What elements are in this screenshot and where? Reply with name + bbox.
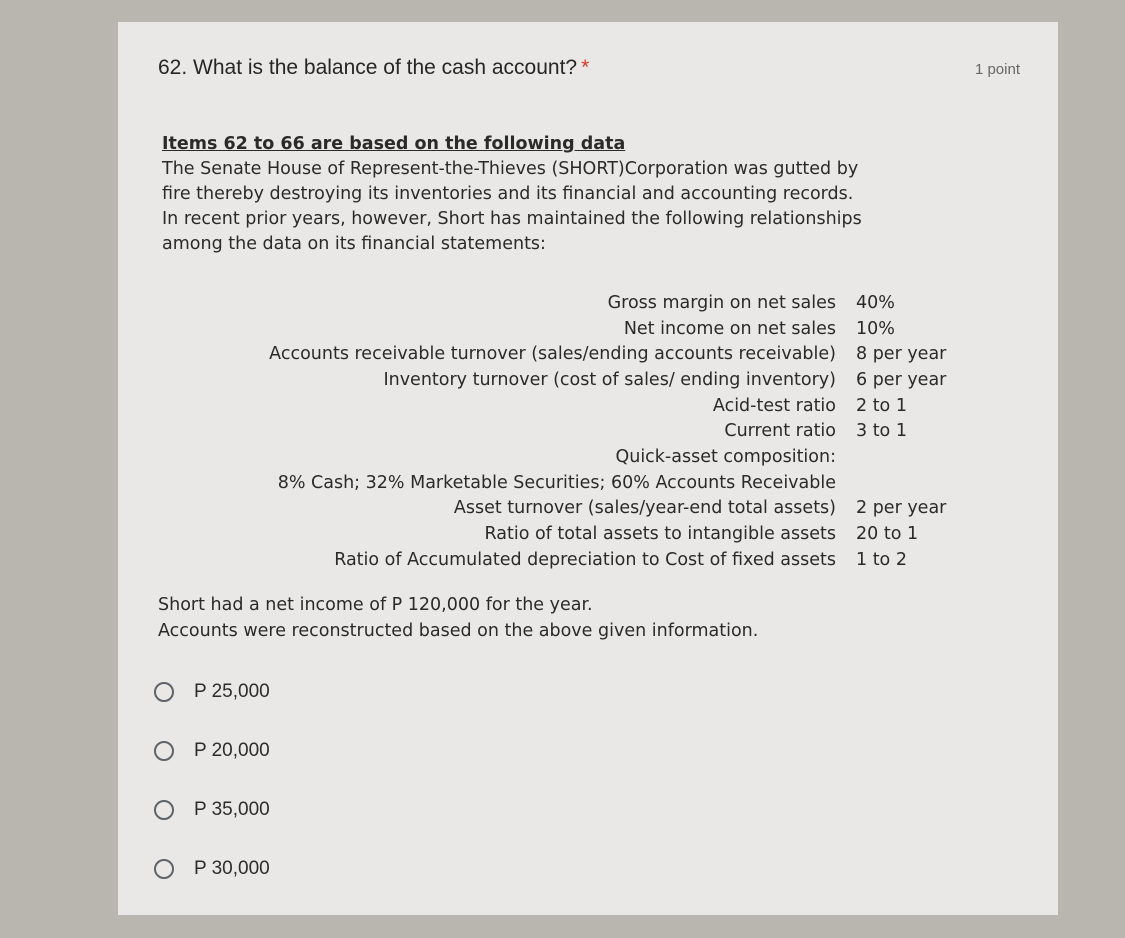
passage-heading: Items 62 to 66 are based on the following data bbox=[162, 134, 626, 154]
question-header bbox=[158, 56, 1020, 80]
ratio-row bbox=[176, 470, 996, 496]
ratio-value bbox=[856, 470, 996, 496]
option-label: P 20,000 bbox=[194, 739, 270, 761]
radio-button[interactable] bbox=[154, 800, 174, 820]
question-text: 62. What is the balance of the cash account? bbox=[158, 56, 578, 79]
ratio-label: Accounts receivable turnover (sales/ending accounts receivable) bbox=[269, 344, 836, 365]
ratio-row bbox=[176, 290, 996, 316]
ratio-label: 8% Cash; 32% Marketable Securities; 60% Accounts Receivable bbox=[277, 472, 836, 493]
ratio-row bbox=[176, 316, 996, 342]
ratio-label: Current ratio bbox=[724, 421, 836, 442]
ratio-label: Acid-test ratio bbox=[712, 395, 836, 416]
ratio-value: 2 per year bbox=[856, 498, 947, 519]
question-card bbox=[118, 22, 1058, 915]
ratio-value: 8 per year bbox=[856, 344, 947, 365]
question-title bbox=[158, 56, 589, 80]
ratio-value: 1 to 2 bbox=[856, 549, 907, 570]
ratio-label: Asset turnover (sales/year-end total assets) bbox=[453, 498, 836, 519]
ratio-row bbox=[176, 393, 996, 419]
option-4[interactable] bbox=[154, 839, 270, 898]
ratio-label: Inventory turnover (cost of sales/ ending inventory) bbox=[383, 369, 836, 390]
passage-note bbox=[158, 592, 1018, 644]
ratio-row bbox=[176, 496, 996, 522]
ratio-value: 2 to 1 bbox=[856, 395, 907, 416]
ratio-label: Quick-asset composition: bbox=[615, 446, 836, 467]
radio-button[interactable] bbox=[154, 682, 174, 702]
ratio-value: 10% bbox=[856, 318, 895, 339]
passage-text bbox=[162, 132, 1022, 257]
ratio-value: 20 to 1 bbox=[856, 524, 919, 545]
note-line: Short had a net income of P 120,000 for the year. bbox=[158, 595, 593, 615]
radio-button[interactable] bbox=[154, 859, 174, 879]
passage-line: fire thereby destroying its inventories and its financial and accounting records. bbox=[162, 184, 854, 204]
ratio-row bbox=[176, 547, 996, 573]
ratio-label: Gross margin on net sales bbox=[607, 292, 836, 313]
passage-line: In recent prior years, however, Short has maintained the following relationships bbox=[162, 209, 862, 229]
ratio-row bbox=[176, 444, 996, 470]
ratio-label: Ratio of Accumulated depreciation to Cost of fixed assets bbox=[334, 549, 836, 570]
option-label: P 35,000 bbox=[194, 798, 270, 820]
note-line: Accounts were reconstructed based on the above given information. bbox=[158, 621, 759, 641]
ratio-label: Ratio of total assets to intangible assets bbox=[484, 524, 836, 545]
ratio-value bbox=[856, 444, 996, 470]
radio-button[interactable] bbox=[154, 741, 174, 761]
ratio-value: 6 per year bbox=[856, 369, 947, 390]
ratio-row bbox=[176, 521, 996, 547]
required-asterisk: * bbox=[581, 56, 590, 79]
option-3[interactable] bbox=[154, 780, 270, 839]
ratio-value: 40% bbox=[856, 292, 895, 313]
ratio-row bbox=[176, 367, 996, 393]
passage-line: among the data on its financial statements: bbox=[162, 234, 546, 254]
answer-options bbox=[154, 662, 270, 898]
ratio-row bbox=[176, 341, 996, 367]
ratio-label: Net income on net sales bbox=[623, 318, 836, 339]
ratio-row bbox=[176, 418, 996, 444]
option-label: P 25,000 bbox=[194, 680, 270, 702]
ratios-table bbox=[176, 290, 996, 573]
points-label: 1 point bbox=[974, 61, 1020, 78]
passage-line: The Senate House of Represent-the-Thieves (SHORT)Corporation was gutted by bbox=[162, 159, 859, 179]
option-label: P 30,000 bbox=[194, 857, 270, 879]
option-1[interactable] bbox=[154, 662, 270, 721]
option-2[interactable] bbox=[154, 721, 270, 780]
ratio-value: 3 to 1 bbox=[856, 421, 907, 442]
